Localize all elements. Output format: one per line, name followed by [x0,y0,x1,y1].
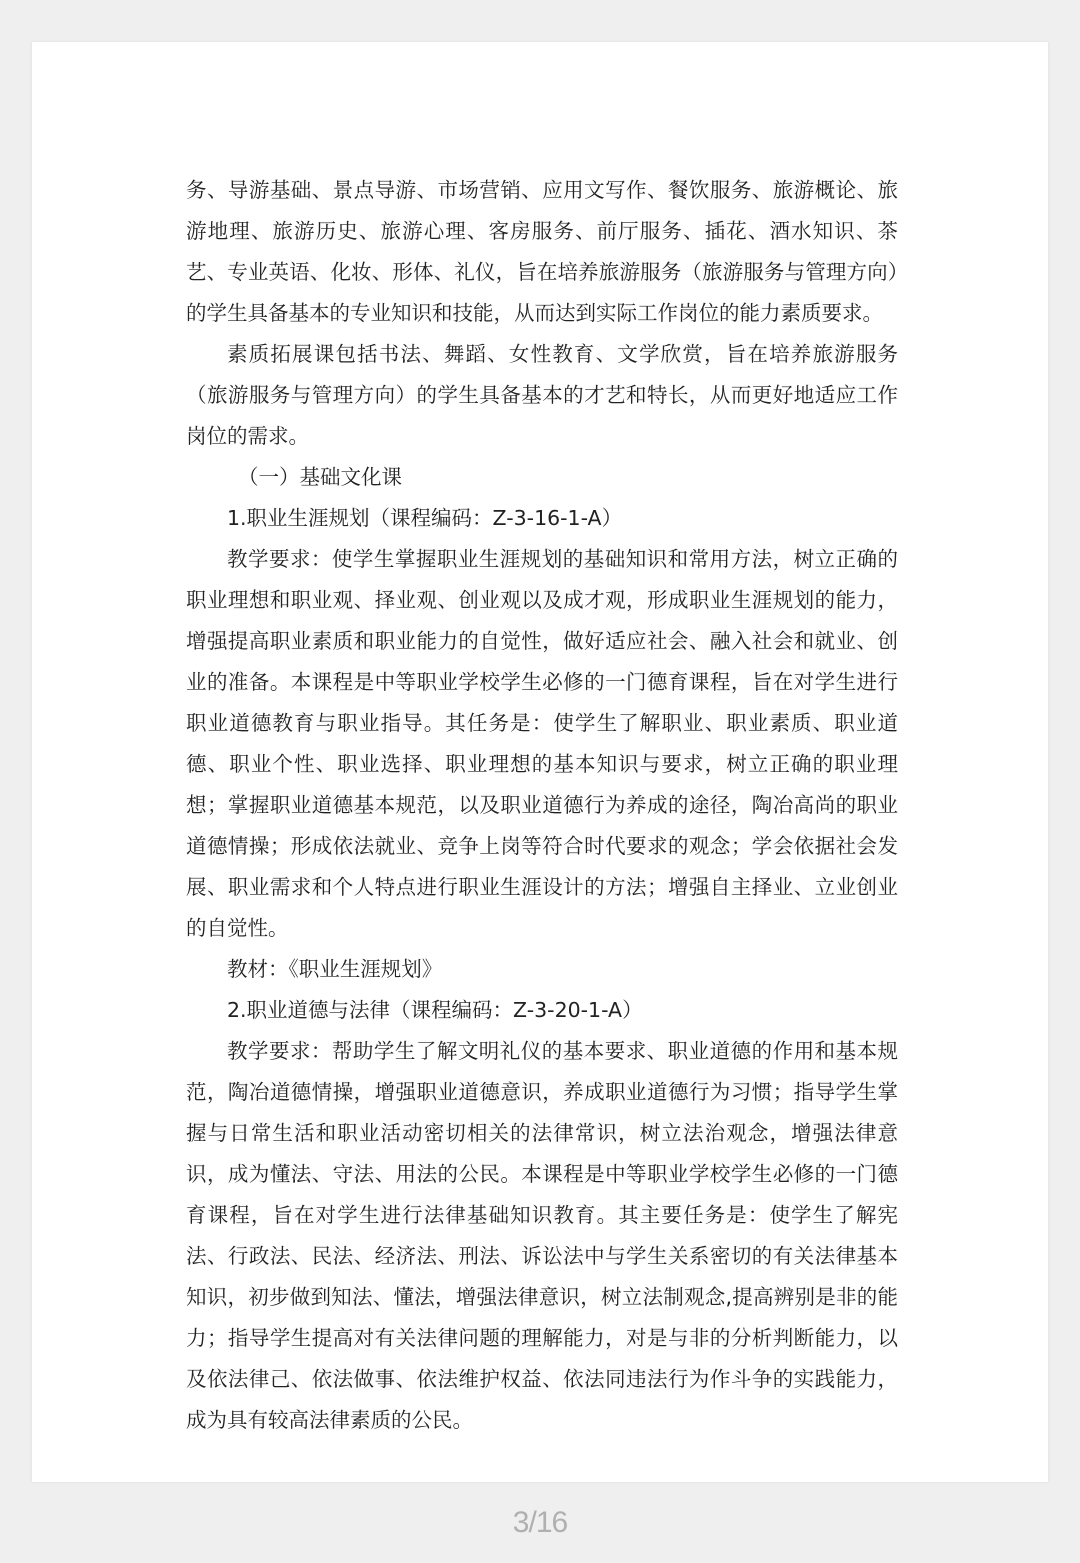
course-title-ethics-law: 2.职业道德与法律（课程编码：Z-3-20-1-A） [227,998,643,1022]
page-counter: 3/16 [512,1506,568,1539]
paragraph-career-planning-requirements: 教学要求：使学生掌握职业生涯规划的基础知识和常用方法，树立正确的职业理想和职业观、择业观、创业观以及成才观，形成职业生涯规划的能力，增强提高职业素质和职业能力的自觉性，做好适应社会、融入社会和就业、创业的准备。本课程是中等职业学校学生必修的一门德育课程，旨在对学生进行职业道德教育与职业指导。其任务是：使学生了解职业、职业素质、职业道德、职业个性、职业选择、职业理想的基本知识与要求，树立正确的职业理想；掌握职业道德基本规范，以及职业道德行为养成的途径，陶冶高尚的职业道德情操；形成依法就业、竞争上岗等符合时代要求的观念；学会依据社会发展、职业需求和个人特点进行职业生涯设计的方法；增强自主择业、立业创业的自觉性。 [186,547,898,940]
paragraph-quality-expansion: 素质拓展课包括书法、舞蹈、女性教育、文学欣赏，旨在培养旅游服务（旅游服务与管理方向）的学生具备基本的才艺和特长，从而更好地适应工作岗位的需求。 [186,342,898,448]
section-heading-basic-culture: （一）基础文化课 [238,465,402,489]
course-title-career-planning: 1.职业生涯规划（课程编码：Z-3-16-1-A） [227,506,623,530]
document-page [32,42,1048,1482]
paragraph-continued-course-list: 务、导游基础、景点导游、市场营销、应用文写作、餐饮服务、旅游概论、旅游地理、旅游历史、旅游心理、客房服务、前厅服务、插花、酒水知识、茶艺、专业英语、化妆、形体、礼仪，旨在培养旅游服务（旅游服务与管理方向）的学生具备基本的专业知识和技能，从而达到实际工作岗位的能力素质要求。 [186,178,898,325]
textbook-career-planning: 教材：《职业生涯规划》 [227,957,443,981]
paragraph-ethics-law-requirements: 教学要求：帮助学生了解文明礼仪的基本要求、职业道德的作用和基本规范，陶冶道德情操，增强职业道德意识，养成职业道德行为习惯；指导学生掌握与日常生活和职业活动密切相关的法律常识，树立法治观念，增强法律意识，成为懂法、守法、用法的公民。本课程是中等职业学校学生必修的一门德育课程，旨在对学生进行法律基础知识教育。其主要任务是：使学生了解宪法、行政法、民法、经济法、刑法、诉讼法中与学生关系密切的有关法律基本知识，初步做到知法、懂法，增强法律意识，树立法制观念,提高辨别是非的能力；指导学生提高对有关法律问题的理解能力，对是与非的分析判断能力，以及依法律己、依法做事、依法维护权益、依法同违法行为作斗争的实践能力，成为具有较高法律素质的公民。 [186,1039,898,1432]
page-content [186,170,898,1441]
